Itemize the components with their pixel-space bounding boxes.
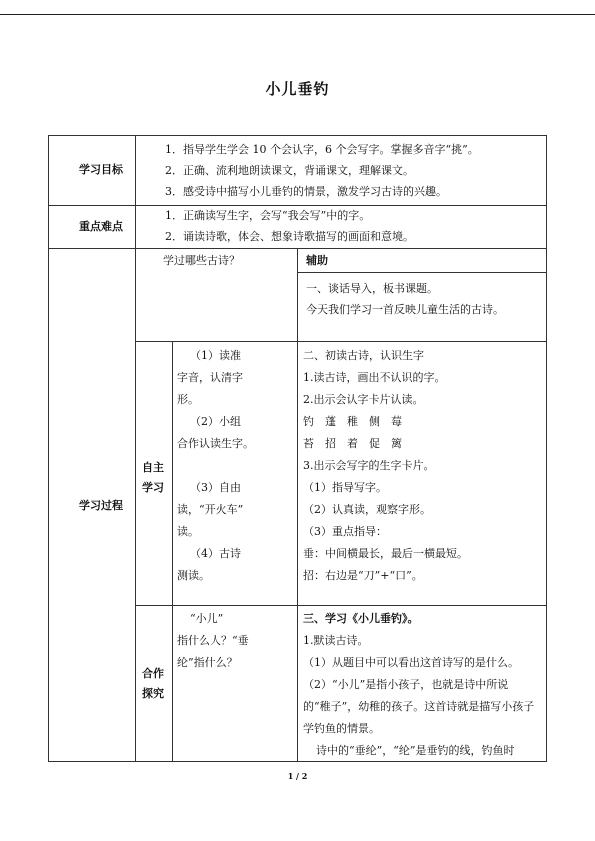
key-point-line: 2．诵读诗歌，体会、想象诗歌描写的画面和意境。 xyxy=(165,230,414,243)
intro-teacher-line: 今天我们学习一首反映儿童生活的古诗。 xyxy=(306,303,504,316)
column-divider xyxy=(172,341,173,762)
self-study-teacher-line: 垂：中间横最长，最后一横最短。 xyxy=(303,547,468,560)
row-divider xyxy=(135,605,547,606)
self-study-teacher-line: （2）认真读，观察字形。 xyxy=(303,503,431,516)
self-study-teacher-line: 二、初读古诗，认识生字 xyxy=(303,349,424,362)
self-study-teacher-line: 招：右边是“刀”+“口”。 xyxy=(303,569,423,582)
self-study-student-line: 读，“开火车” xyxy=(177,503,244,516)
self-study-teacher-line: 3.出示会写字的生字卡片。 xyxy=(303,459,435,472)
cooperate-teacher-line: （1）从题目中可以看出这首诗写的是什么。 xyxy=(303,656,519,669)
key-point-line: 1．正确读写生字，会写“我会写”中的字。 xyxy=(165,209,371,222)
self-study-label: 自主 xyxy=(142,461,164,474)
objectives-label: 学习目标 xyxy=(79,163,123,176)
cooperate-teacher-title: 三、学习《小儿垂钓》。 xyxy=(303,612,419,625)
self-study-student-line: （4）古诗 xyxy=(190,547,241,560)
self-study-student-line: 字音，认清字 xyxy=(177,371,243,384)
page-number: 1 / 2 xyxy=(287,771,308,781)
cooperate-label: 合作 xyxy=(142,667,164,680)
row-divider xyxy=(297,272,547,273)
page-title: 小儿垂钓 xyxy=(265,80,330,98)
intro-teacher-line: 一、谈话导入，板书课题。 xyxy=(306,282,438,295)
self-study-student-line: 读。 xyxy=(177,525,199,538)
intro-student-text: 学过哪些古诗？ xyxy=(163,254,240,267)
cooperate-teacher-line: 的“稚子”，幼稚的孩子。这首诗就是描写小孩子 xyxy=(303,700,535,713)
cooperate-teacher-line: （2）“小儿”是指小孩子，也就是诗中所说 xyxy=(303,678,509,691)
cooperate-student-line: 纶”指什么？ xyxy=(177,656,238,669)
assist-header: 辅助 xyxy=(306,254,328,267)
self-study-teacher-line: 1.读古诗，画出不认识的字。 xyxy=(303,371,446,384)
cooperate-teacher-line: 1.默读古诗。 xyxy=(303,634,369,647)
self-study-teacher-line: （1）指导写字。 xyxy=(303,481,387,494)
row-divider xyxy=(48,205,547,206)
self-study-label: 学习 xyxy=(142,481,164,494)
self-study-teacher-line: 2.出示会认字卡片认读。 xyxy=(303,393,424,406)
self-study-student-line: 测读。 xyxy=(177,569,210,582)
objective-line: 1．指导学生学会 10 个会认字，6 个会写字。掌握多音字“挑”。 xyxy=(165,143,479,156)
column-divider xyxy=(297,248,298,762)
cooperate-teacher-line: 诗中的“垂纶”，“纶”是垂钓的线，钓鱼时 xyxy=(316,744,515,757)
self-study-teacher-line: （3）重点指导： xyxy=(303,525,387,538)
cooperate-label: 探究 xyxy=(142,687,164,700)
column-divider xyxy=(135,135,136,762)
key-points-label: 重点难点 xyxy=(79,220,123,233)
cooperate-student-line: “小儿” xyxy=(190,612,224,625)
cooperate-teacher-line: 学钓鱼的情景。 xyxy=(303,722,380,735)
self-study-teacher-line: 钓 蓬 稚 侧 莓 xyxy=(303,415,402,428)
header-rule xyxy=(0,14,595,15)
self-study-student-line: 合作认读生字。 xyxy=(177,437,254,450)
objective-line: 3．感受诗中描写小儿垂钓的情景，激发学习古诗的兴趣。 xyxy=(165,185,447,198)
cooperate-student-line: 指什么人？“垂 xyxy=(177,634,249,647)
row-divider xyxy=(135,341,547,342)
self-study-student-line: 形。 xyxy=(177,393,199,406)
objective-line: 2．正确、流利地朗读课文，背诵课文，理解课文。 xyxy=(165,164,414,177)
process-label: 学习过程 xyxy=(79,499,123,512)
self-study-student-line: （2）小组 xyxy=(190,415,241,428)
self-study-student-line: （1）读准 xyxy=(190,349,241,362)
self-study-teacher-line: 苔 招 着 促 篱 xyxy=(303,437,402,450)
self-study-student-line: （3）自由 xyxy=(190,481,241,494)
